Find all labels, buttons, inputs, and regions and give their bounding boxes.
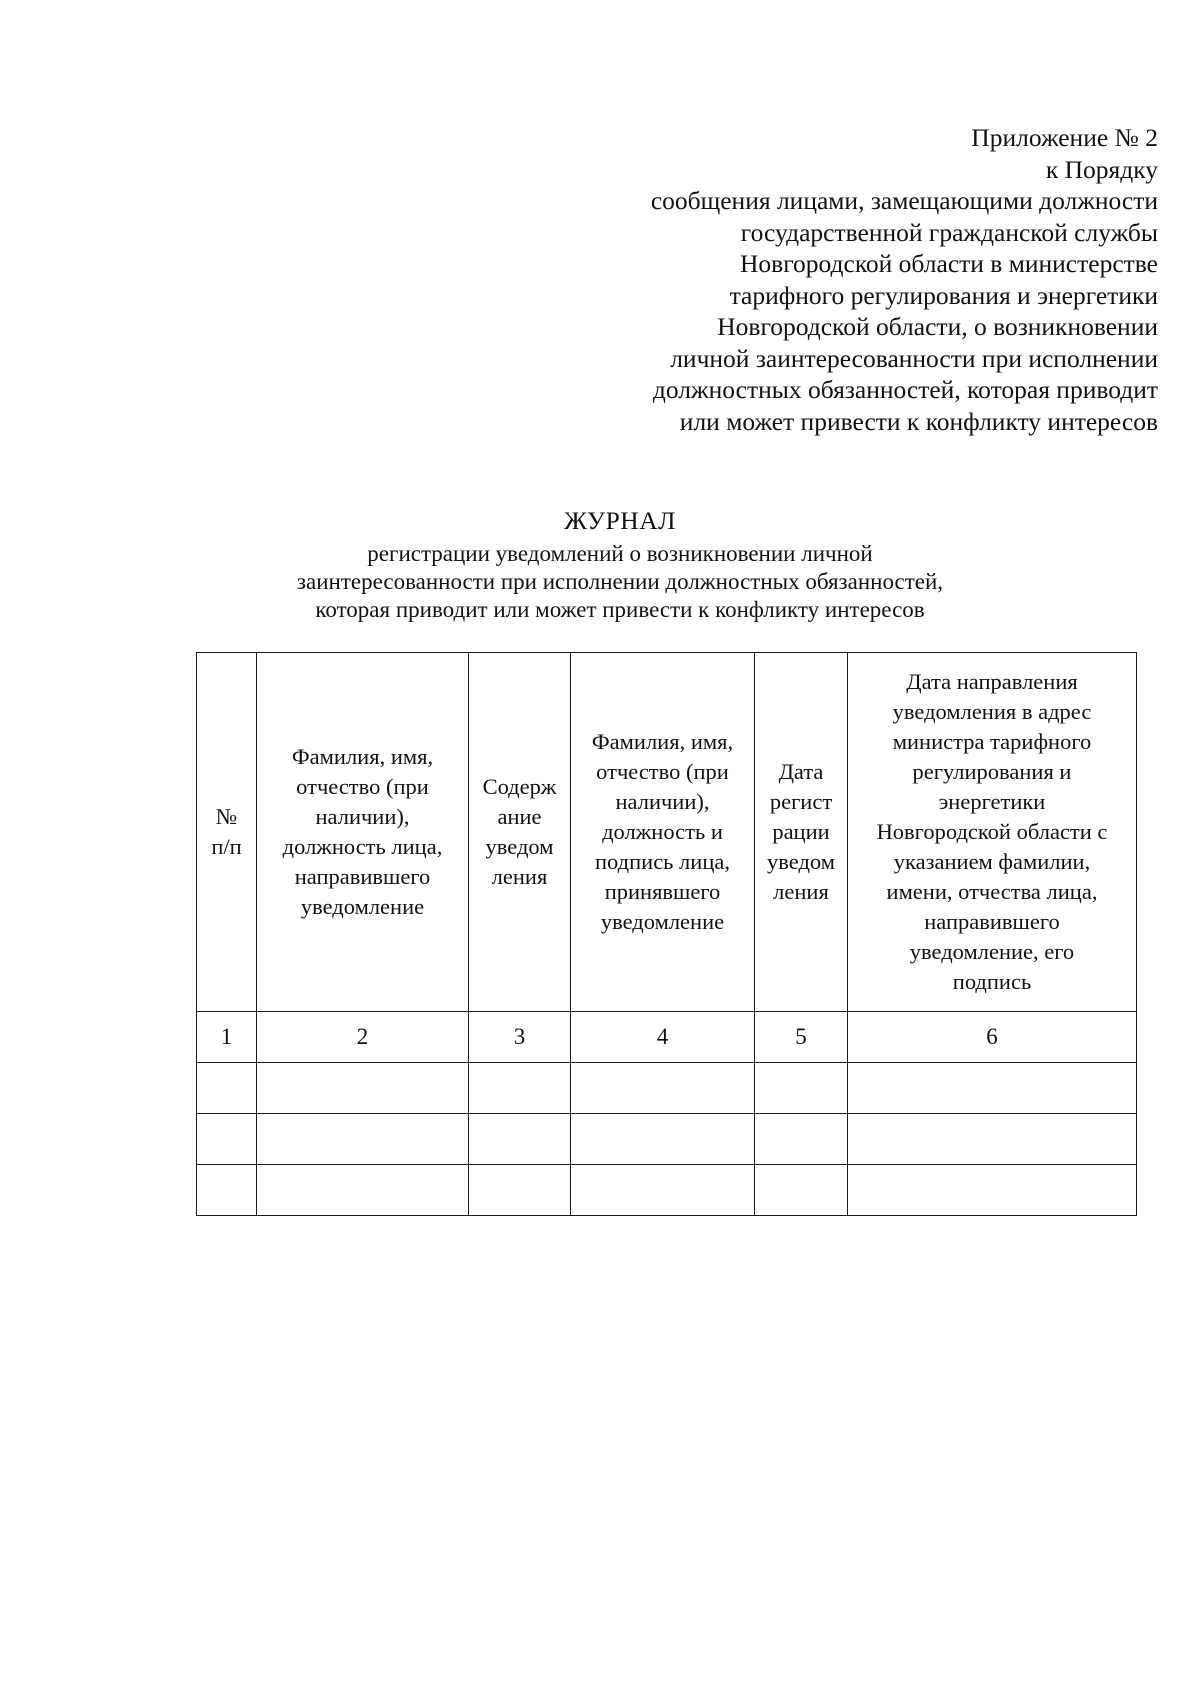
empty-cell [755,1114,848,1165]
appendix-line: должностных обязанностей, которая приводит [652,375,1158,404]
empty-cell [257,1114,469,1165]
appendix-line: Новгородской области в министерстве [739,249,1158,278]
appendix-line: государственной гражданской службы [740,217,1158,247]
table-row [197,1114,1137,1165]
column-number-cell: 3 [469,1012,571,1063]
header-cell-number: № п/п [197,653,257,1012]
empty-cell [469,1063,571,1114]
journal-title: ЖУРНАЛ [564,506,676,535]
empty-cell [848,1165,1137,1216]
appendix-line: тарифного регулирования и энергетики [729,280,1158,310]
appendix-header [538,122,1158,437]
empty-cell [571,1165,755,1216]
register-table [196,652,1137,1216]
header-cell-receiver: Фамилия, имя, отчество (при наличии), должность и подпись лица, принявшего уведомление [571,653,755,1012]
empty-cell [755,1165,848,1216]
appendix-line: Новгородской области, о возникновении [717,312,1158,341]
column-number-cell: 2 [257,1012,469,1063]
empty-cell [848,1063,1137,1114]
empty-cell [755,1063,848,1114]
header-cell-forward-date: Дата направления уведомления в адрес министра тарифного регулирования и энергетики Новгородской области с указанием фамилии, имени, отчества лица, направившего уведомление, его подпись [848,653,1137,1012]
empty-cell [571,1063,755,1114]
appendix-line: к Порядку [1045,154,1158,184]
appendix-line: или может привести к конфликту интересов [679,406,1158,436]
empty-cell [257,1165,469,1216]
empty-cell [197,1165,257,1216]
journal-heading [180,506,1060,624]
table-row [197,1165,1137,1216]
empty-cell [469,1114,571,1165]
column-number-cell: 4 [571,1012,755,1063]
journal-subtitle-line: которая приводит или может привести к конфликту интересов [315,597,925,622]
header-cell-sender: Фамилия, имя, отчество (при наличии), должность лица, направившего уведомление [257,653,469,1012]
empty-cell [197,1063,257,1114]
empty-cell [197,1114,257,1165]
column-number-cell: 6 [848,1012,1137,1063]
journal-subtitle-line: заинтересованности при исполнении должностных обязанностей, [296,569,944,594]
empty-cell [848,1114,1137,1165]
empty-cell [257,1063,469,1114]
column-number-cell: 5 [755,1012,848,1063]
empty-cell [469,1165,571,1216]
column-number-row [197,1012,1137,1063]
table-header-row [197,653,1137,1012]
header-cell-content: Содерж ание уведом ления [469,653,571,1012]
header-cell-registration-date: Дата регист рации уведом ления [755,653,848,1012]
journal-subtitle-line: регистрации уведомлений о возникновении личной [367,541,873,566]
journal-subtitle [180,540,1060,624]
appendix-line: личной заинтересованности при исполнении [670,343,1158,373]
appendix-line: сообщения лицами, замещающими должности [650,186,1158,215]
table-row [197,1063,1137,1114]
empty-cell [571,1114,755,1165]
appendix-line: Приложение № 2 [971,123,1158,152]
column-number-cell: 1 [197,1012,257,1063]
